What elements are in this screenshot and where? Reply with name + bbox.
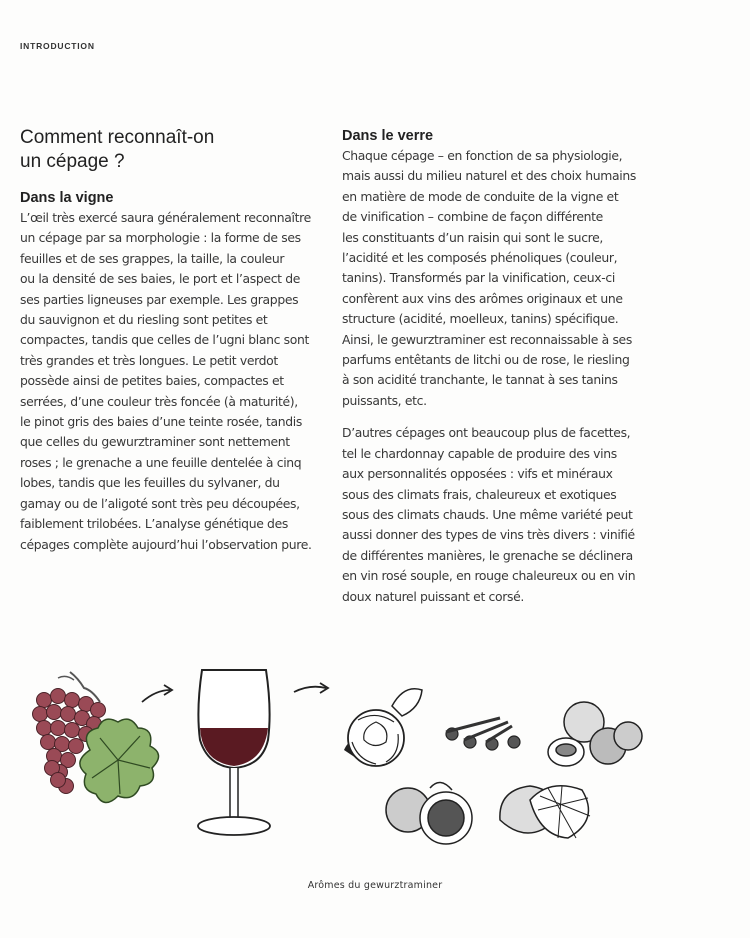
- text-line: de vinification – combine de façon différente: [342, 209, 603, 225]
- text-line: aux personnalités opposées : vifs et minéraux: [342, 466, 613, 482]
- text-line: Chaque cépage – en fonction de sa physiologie,: [342, 148, 623, 163]
- left-column: [20, 126, 310, 555]
- text-line: les constituants d’un raisin qui sont le sucre,: [342, 229, 603, 245]
- grape-berry: [47, 705, 62, 720]
- illustration: [0, 650, 750, 860]
- paragraph-verre-1: [342, 146, 717, 411]
- text-line: mais aussi du milieu naturel et des choix humains: [342, 168, 636, 184]
- text-line: tel le chardonnay capable de produire des vins: [342, 445, 617, 461]
- text-line: structure (acidité, moelleux, tanins) spécifique.: [342, 311, 619, 327]
- text-line: que celles du gewurztraminer sont nettement: [20, 434, 290, 450]
- section-label: INTRODUCTION: [20, 41, 95, 51]
- grape-berry: [65, 723, 80, 738]
- grape-berry: [41, 735, 56, 750]
- text-line: très grandes et très longues. Le petit verdot: [20, 352, 278, 368]
- subtitle-verre: Dans le verre: [342, 128, 434, 144]
- text-line: lobes, tandis que les feuilles du sylvaner, du: [20, 475, 280, 491]
- text-line: puissants, etc.: [342, 392, 427, 408]
- grape-berry: [65, 693, 80, 708]
- mango-icon: [500, 786, 590, 838]
- vine-leaf-icon: [80, 719, 159, 802]
- text-line: du sauvignon et du riesling sont petites et: [20, 312, 268, 328]
- grape-berry: [91, 703, 106, 718]
- text-line: parfums entêtants de litchi ou de rose, le riesling: [342, 352, 630, 368]
- text-line: compactes, tandis que celles de l’ugni blanc sont: [20, 332, 310, 348]
- text-line: gamay ou de l’aligoté sont très peu découpées,: [20, 495, 300, 511]
- grape-berry: [51, 689, 66, 704]
- grape-berry: [51, 721, 66, 736]
- text-line: possède ainsi de petites baies, compactes et: [20, 373, 284, 389]
- text-line: en matière de mode de conduite de la vigne et: [342, 188, 619, 204]
- text-line: ses parties ligneuses par exemple. Les grappes: [20, 291, 299, 307]
- text-line: roses ; le grenache a une feuille dentelée à cinq: [20, 454, 302, 470]
- text-line: l’acidité et les composés phénoliques (couleur,: [342, 250, 618, 266]
- text-line: Ainsi, le gewurztraminer est reconnaissable à ses: [342, 331, 632, 347]
- cloves-icon: [446, 718, 520, 750]
- rose-icon: [344, 689, 422, 766]
- text-line: de différentes manières, le grenache se déclinera: [342, 547, 633, 563]
- grape-berry: [33, 707, 48, 722]
- grape-berry: [51, 773, 66, 788]
- text-line: aussi donner des types de vins très divers : vinifié: [342, 527, 635, 543]
- text-line: faiblement trilobées. L’analyse génétique des: [20, 516, 288, 532]
- title-line: Comment reconnaît-on: [20, 127, 215, 148]
- figure-caption: Arômes du gewurztraminer: [307, 880, 443, 891]
- text-line: ou la densité de ses baies, le port et l’aspect de: [20, 271, 301, 287]
- subtitle-vigne: Dans la vigne: [20, 190, 114, 206]
- grape-berry: [37, 693, 52, 708]
- text-line: L’œil très exercé saura généralement reconnaître: [20, 210, 311, 225]
- text-line: à son acidité tranchante, le tannat à ses tanins: [342, 372, 618, 388]
- text-line: le pinot gris des baies d’une teinte rosée, tandis: [20, 414, 302, 430]
- page-title: [20, 126, 310, 174]
- text-line: cépages complète aujourd’hui l’observation pure.: [20, 536, 312, 552]
- title-line: un cépage ?: [20, 151, 125, 172]
- arrow-icon: [142, 685, 172, 702]
- passion-fruit-icon: [386, 782, 472, 844]
- text-line: un cépage par sa morphologie : la forme de ses: [20, 230, 301, 246]
- text-line: doux naturel puissant et corsé.: [342, 588, 524, 604]
- lychee-icon: [548, 702, 642, 766]
- text-line: en vin rosé souple, en rouge chaleureux ou en vin: [342, 568, 636, 584]
- wine-glass-icon: [198, 670, 270, 835]
- right-column: [342, 126, 717, 607]
- paragraph-vigne: [20, 208, 310, 555]
- paragraph-verre-2: [342, 423, 717, 607]
- text-line: sous des climats frais, chaleureux et exotiques: [342, 486, 617, 502]
- arrow-icon: [294, 683, 328, 693]
- text-line: D’autres cépages ont beaucoup plus de facettes,: [342, 425, 631, 441]
- grape-berry: [69, 739, 84, 754]
- text-line: feuilles et de ses grappes, la taille, la couleur: [20, 250, 285, 266]
- grape-berry: [61, 707, 76, 722]
- grape-berry: [37, 721, 52, 736]
- text-line: sous des climats chauds. Une même variété peut: [342, 506, 633, 522]
- text-line: tanins). Transformés par la vinification, ceux-ci: [342, 270, 615, 286]
- text-line: serrées, d’une couleur très foncée (à maturité),: [20, 393, 298, 409]
- text-line: confèrent aux vins des arômes originaux et une: [342, 290, 623, 306]
